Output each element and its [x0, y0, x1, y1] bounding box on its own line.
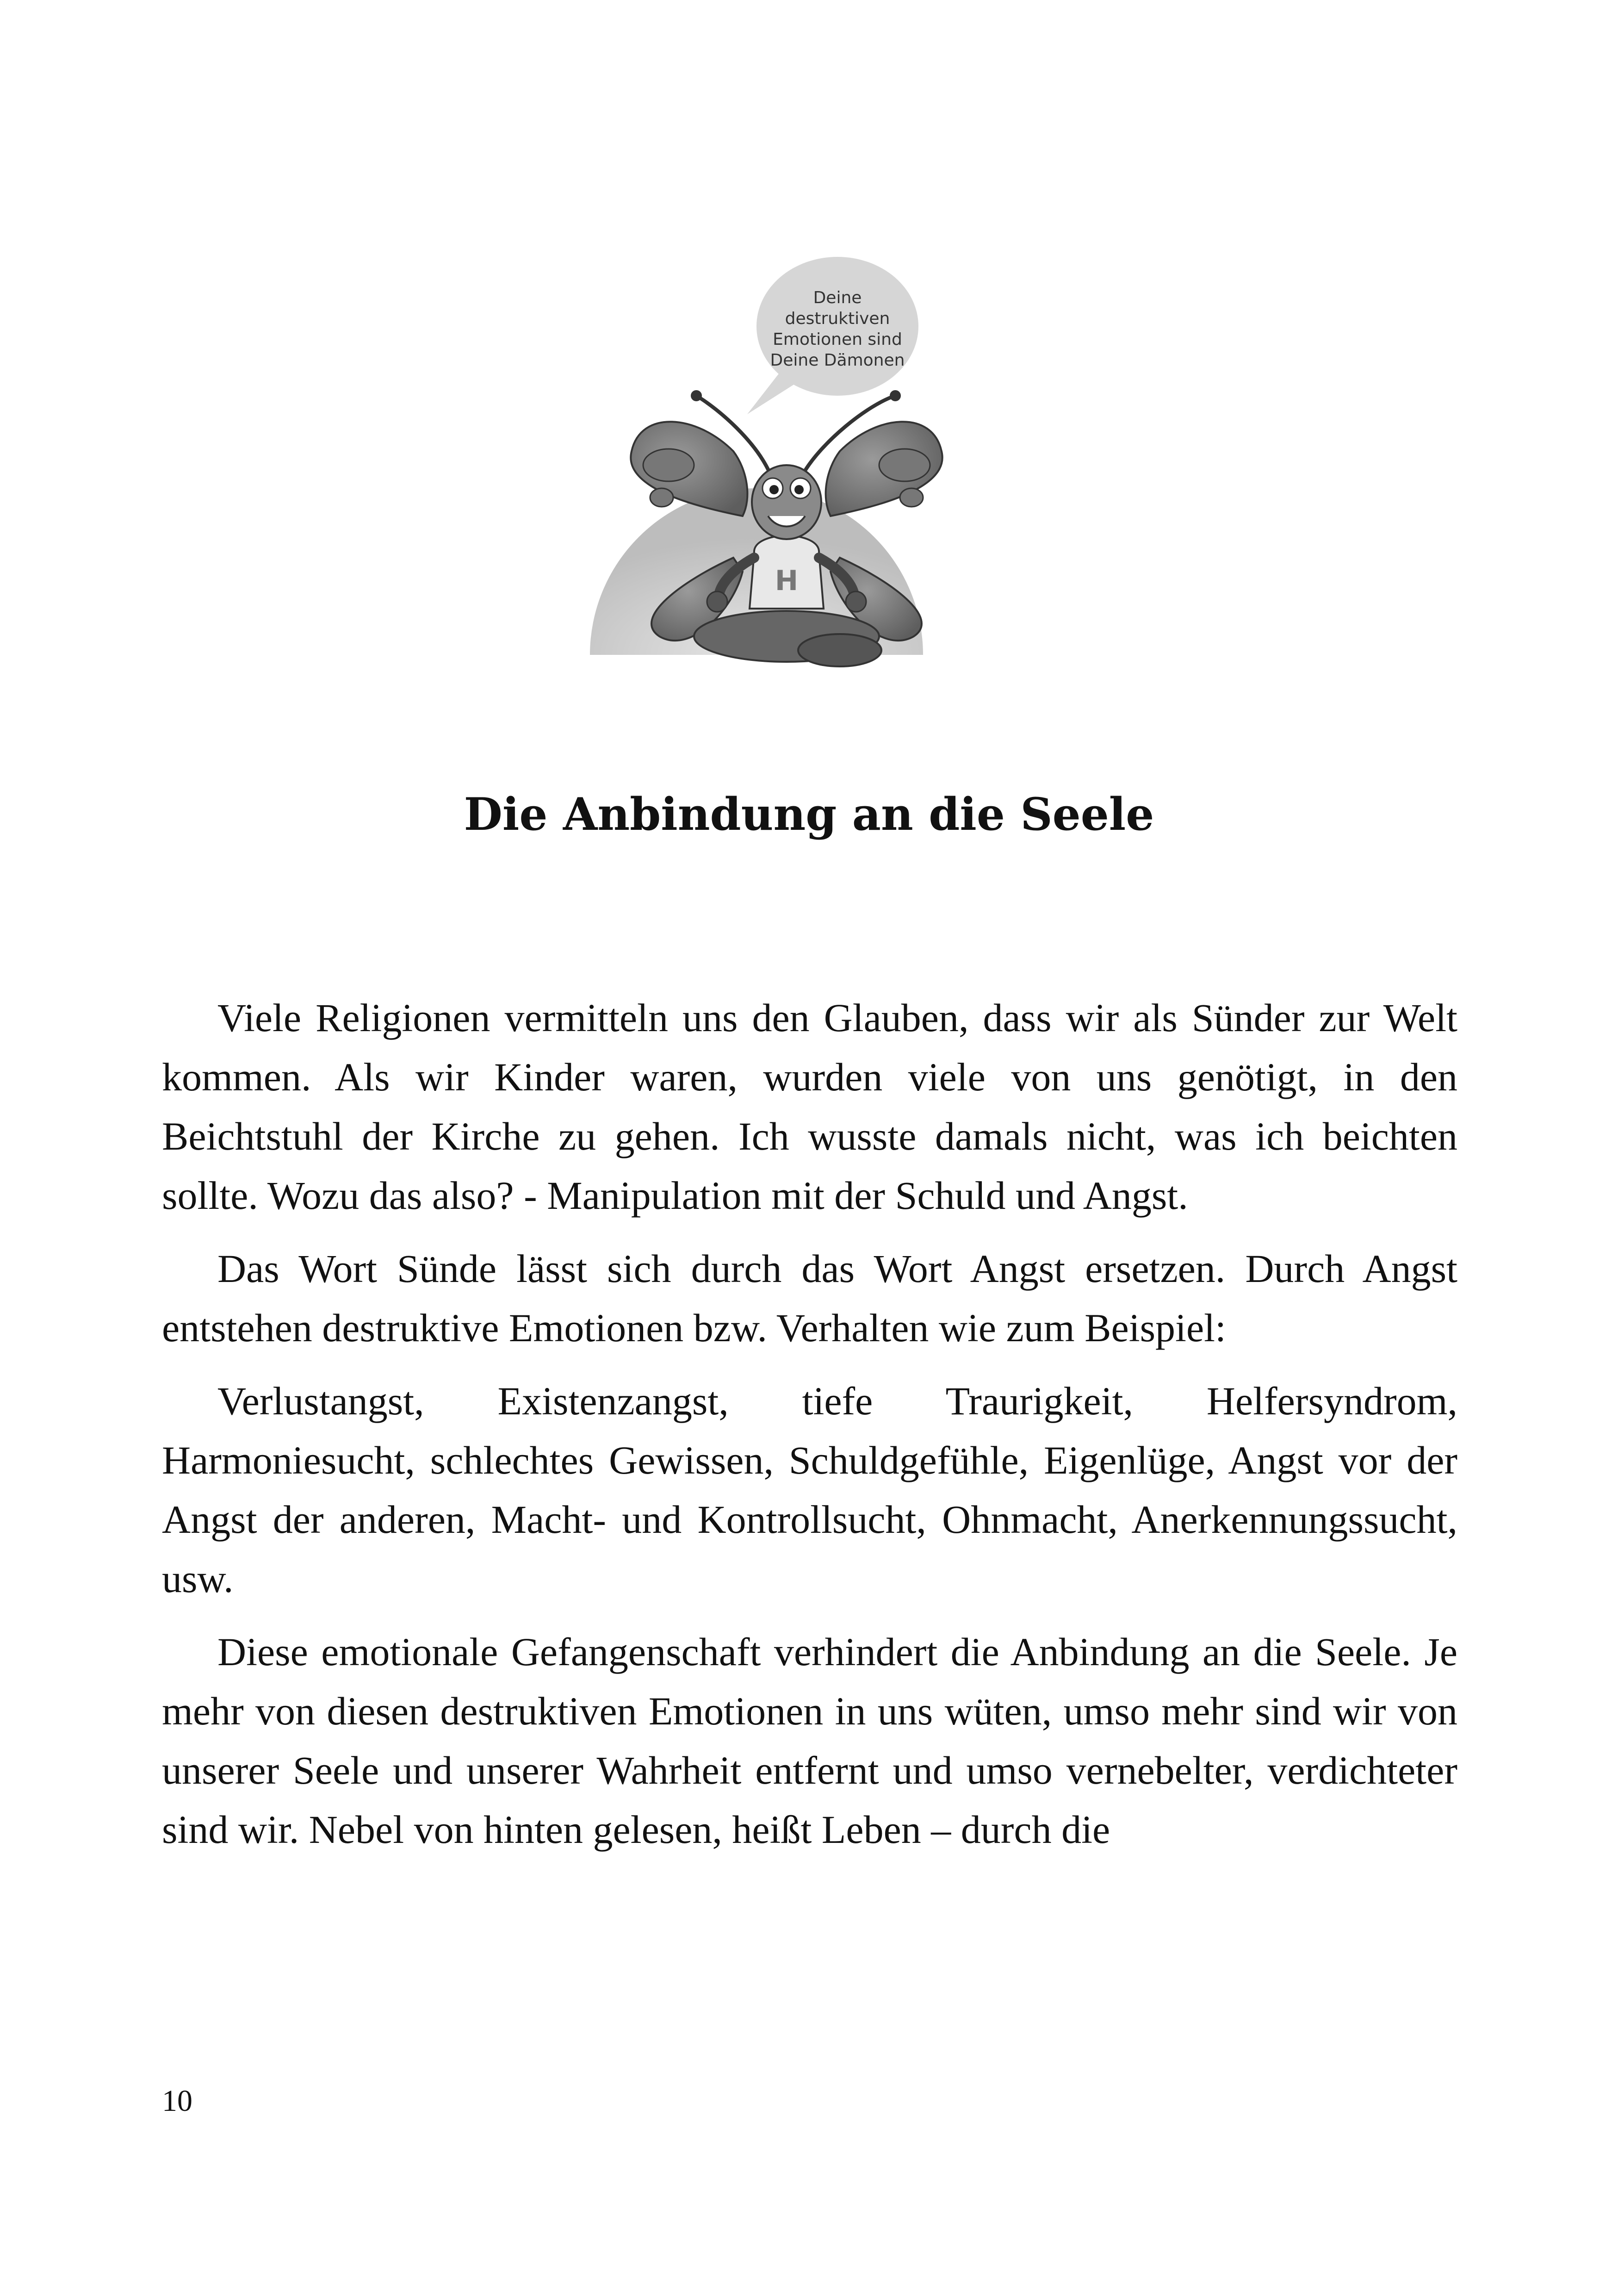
- bubble-line-1: Deine: [813, 288, 862, 307]
- body-text: [162, 988, 1457, 1873]
- paragraph-1: Viele Religionen vermitteln uns den Glauben, dass wir als Sünder zur Welt kommen. Als wir Kinder waren, wurden viele von uns genötigt, in den Beichtstuhl der Kirche zu gehen. Ich wusste damals nicht, was ich beichten sollte. Wozu das also? - Manipulation mit der Schuld und Angst.: [162, 996, 1457, 1218]
- butterfly-head: [752, 465, 821, 539]
- bubble-line-2: destruktiven: [785, 309, 890, 328]
- bubble-line-4: Deine Dämonen: [770, 351, 905, 370]
- page-number: 10: [162, 2084, 192, 2118]
- speech-bubble: [747, 257, 918, 414]
- bubble-line-3: Emotionen sind: [773, 330, 902, 349]
- shirt-letter: H: [775, 565, 799, 597]
- butterfly-illustration: [581, 257, 1016, 692]
- paragraph-2: Das Wort Sünde lässt sich durch das Wort Angst ersetzen. Durch Angst entstehen destruktive Emotionen bzw. Verhalten wie zum Beispiel:: [162, 1246, 1457, 1350]
- paragraph-3: Verlustangst, Existenzangst, tiefe Traurigkeit, Helfersyndrom, Harmoniesucht, schlechtes Gewissen, Schuldgefühle, Eigenlüge, Angst vor der Angst der anderen, Macht- und Kontrollsucht, Ohnmacht, Anerkennungssucht, usw.: [162, 1379, 1457, 1601]
- paragraph-4: Diese emotionale Gefangenschaft verhindert die Anbindung an die Seele. Je mehr von diesen destruktiven Emotionen in uns wüten, umso mehr sind wir von unserer Seele und unserer Wahrheit entfernt und umso vernebelter, verdichteter sind wir. Nebel von hinten gelesen, heißt Leben – durch die: [162, 1630, 1457, 1852]
- chapter-title: Die Anbindung an die Seele: [464, 788, 1154, 840]
